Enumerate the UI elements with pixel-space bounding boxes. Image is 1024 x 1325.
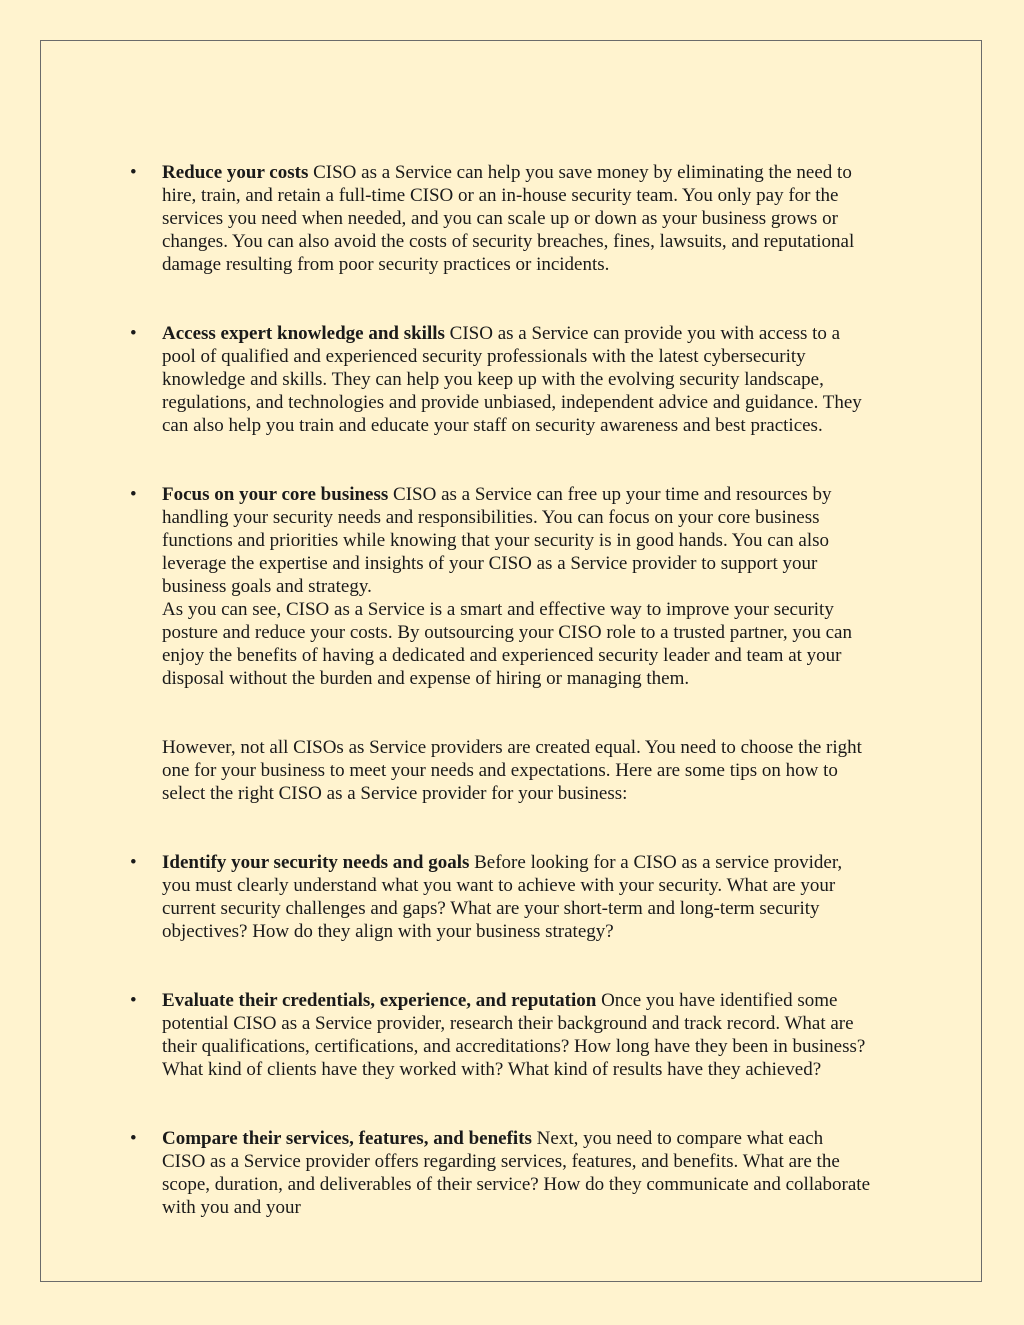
item-heading: Access expert knowledge and skills bbox=[162, 323, 445, 344]
list-item-compare-services bbox=[41, 1127, 981, 1219]
item-heading: Identify your security needs and goals bbox=[162, 852, 470, 873]
spacer bbox=[41, 690, 981, 736]
spacer bbox=[41, 805, 981, 851]
item-heading: Focus on your core business bbox=[162, 484, 389, 505]
bullet-icon: • bbox=[130, 852, 137, 873]
bullet-icon: • bbox=[130, 990, 137, 1011]
list-item-identify-needs bbox=[41, 851, 981, 943]
spacer bbox=[41, 437, 981, 483]
item-heading: Compare their services, features, and benefits bbox=[162, 1128, 532, 1149]
spacer bbox=[41, 943, 981, 989]
document-body bbox=[41, 161, 981, 1219]
intro-paragraph: However, not all CISOs as Service providers are created equal. You need to choose the right one for your business to meet your needs and expectations. Here are some tips on how to select the right CISO as a Service provider for your business: bbox=[162, 737, 862, 804]
spacer bbox=[41, 276, 981, 322]
item-text: CISO as a Service can provide you with access to a pool of qualified and experienced security professionals with the latest cybersecurity knowledge and skills. They can help you keep up with the evolving security landscape, regulations, and technologies and provide unbiased, independent advice and guidance. They can also help you train and educate your staff on security awareness and best practices. bbox=[162, 323, 862, 436]
item-text: Before looking for a CISO as a service provider, you must clearly understand what you want to achieve with your security. What are your current security challenges and gaps? What are your short-term and long-term security objectives? How do they align with your business strategy? bbox=[162, 852, 843, 942]
list-item-core-business bbox=[41, 483, 981, 690]
bullet-icon: • bbox=[130, 484, 137, 505]
item-text: Next, you need to compare what each CISO as a Service provider offers regarding services, features, and benefits. What are the scope, duration, and deliverables of their service? How do they communicate and collaborate with you and your bbox=[162, 1128, 871, 1218]
bullet-icon: • bbox=[130, 1128, 137, 1149]
item-continuation: As you can see, CISO as a Service is a smart and effective way to improve your security posture and reduce your costs. By outsourcing your CISO role to a trusted partner, you can enjoy the benefits of having a dedicated and experienced security leader and team at your disposal without the burden and expense of hiring or managing them. bbox=[162, 599, 852, 689]
page-frame bbox=[40, 40, 982, 1282]
list-item-evaluate-credentials bbox=[41, 989, 981, 1081]
bullet-icon: • bbox=[130, 162, 137, 183]
item-text: CISO as a Service can free up your time and resources by handling your security needs and responsibilities. You can focus on your core business functions and priorities while knowing that your security is in good hands. You can also leverage the expertise and insights of your CISO as a Service provider to support your business goals and strategy. bbox=[162, 484, 832, 597]
item-heading: Evaluate their credentials, experience, and reputation bbox=[162, 990, 597, 1011]
item-heading: Reduce your costs bbox=[162, 162, 309, 183]
item-text: Once you have identified some potential CISO as a Service provider, research their background and track record. What are their qualifications, certifications, and accreditations? How long have they been in business? What kind of clients have they worked with? What kind of results have they achieved? bbox=[162, 990, 866, 1080]
bullet-icon: • bbox=[130, 323, 137, 344]
item-text: CISO as a Service can help you save money by eliminating the need to hire, train, and retain a full-time CISO or an in-house security team. You only pay for the services you need when needed, and you can scale up or down as your business grows or changes. You can also avoid the costs of security breaches, fines, lawsuits, and reputational damage resulting from poor security practices or incidents. bbox=[162, 162, 855, 275]
spacer bbox=[41, 1081, 981, 1127]
list-item-reduce-costs bbox=[41, 161, 981, 276]
list-item-expert-knowledge bbox=[41, 322, 981, 437]
